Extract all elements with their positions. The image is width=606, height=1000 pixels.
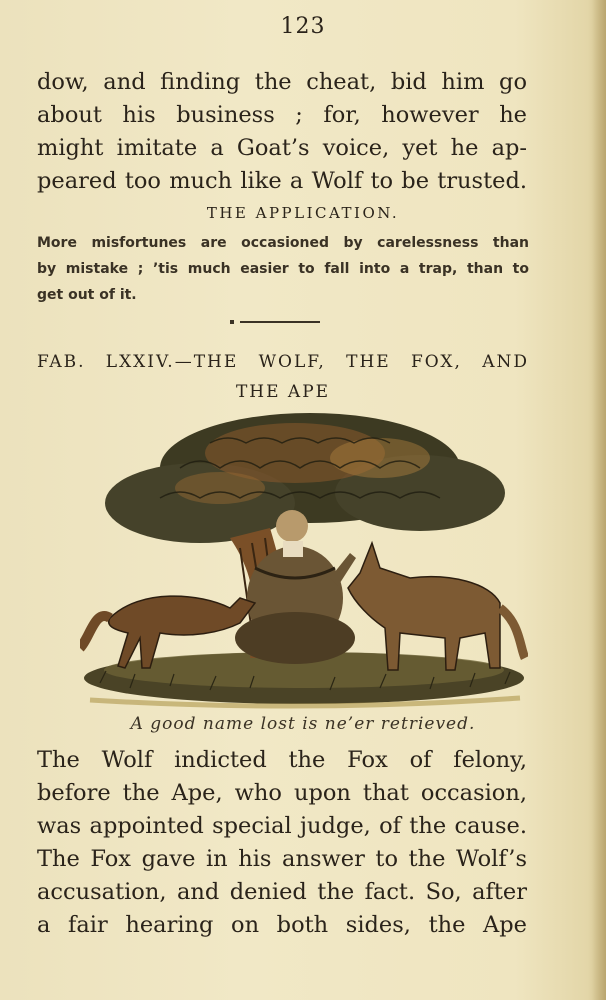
paragraph-line: might imitate a Goat’s voice, yet he ap- xyxy=(37,135,527,161)
application-line: by mistake ; ’tis much easier to fall into a trap, than to xyxy=(37,261,529,277)
fable-title-line: FAB. LXXIV.—THE WOLF, THE FOX, AND xyxy=(37,352,529,372)
page-number: 123 xyxy=(280,14,326,39)
paragraph-line: about his business ; for, however he xyxy=(37,102,527,128)
paragraph-line: The Wolf indicted the Fox of felony, xyxy=(37,747,527,773)
paragraph-line: accusation, and denied the fact. So, after xyxy=(37,879,527,905)
divider-dot xyxy=(230,320,234,324)
application-line: get out of it. xyxy=(37,287,137,303)
woodcut-illustration xyxy=(80,408,528,713)
paragraph-line: dow, and finding the cheat, bid him go xyxy=(37,69,527,95)
fable-paragraph xyxy=(37,744,527,942)
top-paragraph xyxy=(37,66,527,198)
fable-title xyxy=(37,347,529,407)
application-line: More misfortunes are occasioned by carelessness than xyxy=(37,235,529,251)
application-text xyxy=(37,230,529,308)
paragraph-line: peared too much like a Wolf to be trusted. xyxy=(37,168,527,194)
fable-title-line: THE APE xyxy=(235,382,331,402)
wolf-figure xyxy=(348,543,500,670)
paragraph-line: before the Ape, who upon that occasion, xyxy=(37,780,527,806)
page-edge-shadow xyxy=(592,0,606,1000)
paragraph-line: a fair hearing on both sides, the Ape xyxy=(37,912,527,938)
paragraph-line: The Fox gave in his answer to the Wolf’s xyxy=(37,846,527,872)
section-divider xyxy=(240,321,320,323)
paragraph-line: was appointed special judge, of the cause. xyxy=(37,813,527,839)
application-heading: THE APPLICATION. xyxy=(206,204,400,222)
illustration-caption: A good name lost is ne’er retrieved. xyxy=(130,714,476,734)
